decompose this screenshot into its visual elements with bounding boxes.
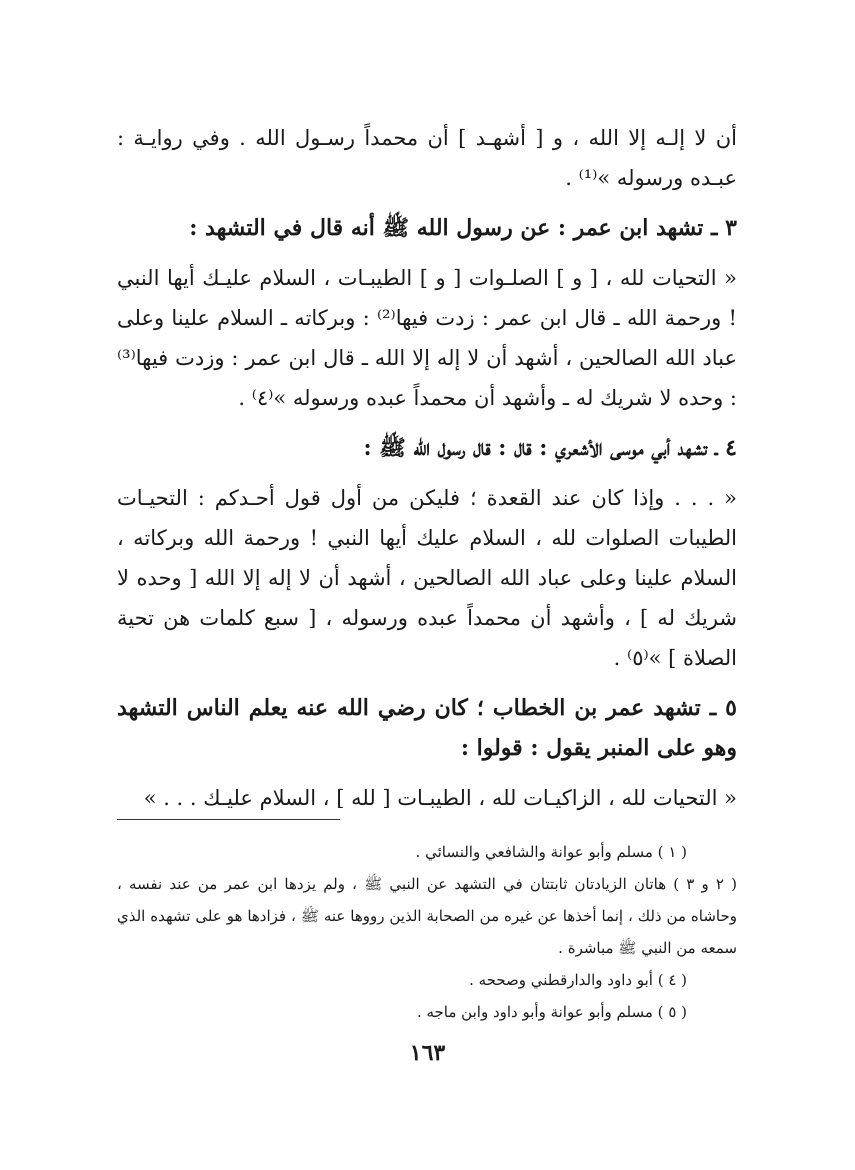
footnote-4: ( ٤ ) أبو داود والدارقطني وصححه . — [469, 971, 687, 989]
footnote-1: ( ١ ) مسلم وأبو عوانة والشافعي والنسائي . — [415, 843, 687, 861]
paragraph-umar-text: « التحيات لله ، الزاكيـات لله ، الطيبـات [ لله ] ، السلام عليـك . . . » — [143, 786, 737, 810]
heading-tashahhud-umar: ٥ ـ تشهد عمر بن الخطاب ؛ كان رضي الله عنه يعلم الناس التشهد وهو على المنبر يقول : قولوا : — [117, 695, 737, 761]
heading-tashahhud-abi-musa: ٤ ـ تشهد أبي موسى الأشعري : قال : قال رسول الله ﷺ : — [363, 435, 737, 461]
heading-tashahhud-ibn-umar: ٣ ـ تشهد ابن عمر : عن رسول الله ﷺ أنه قال في التشهد : — [189, 215, 737, 241]
footnote-divider — [117, 819, 340, 820]
paragraph-shahada-end: أن لا إلـه إلا الله ، و [ أشهـد ] أن محمداً رسـول الله . وفي روايـة : عبـده ورسوله »⁽¹⁾ . — [117, 126, 737, 190]
page-number: ١٦٣ — [409, 1040, 446, 1066]
footnotes — [117, 836, 737, 1028]
footnote-5: ( ٥ ) مسلم وأبو عوانة وأبو داود وابن ماجه . — [416, 1003, 687, 1021]
main-text — [117, 118, 737, 828]
paragraph-ibn-umar-text: « التحيات لله ، [ و ] الصلـوات [ و ] الطيبـات ، السلام عليـك أيها النبي ! ورحمة الله ـ قال ابن عمر : زدت فيها⁽²⁾ : وبركاته ـ السلام علينا وعلى عباد الله الصالحين ، أشهد أن لا إله إلا الله ـ قال ابن عمر : وزدت فيها⁽³⁾ : وحده لا شريك له ـ وأشهد أن محمداً عبده ورسوله »⁽٤⁾ . — [117, 266, 737, 410]
footnote-2-3: ( ٢ و ٣ ) هاتان الزيادتان ثابتتان في التشهد عن النبي ﷺ ، ولم يزدها ابن عمر من عند نفسه ، وحاشاه من ذلك ، إنما أخذها عن غيره من الصحابة الذين رووها عنه ﷺ ، فزادها هو على تشهده الذي سمعه من النبي ﷺ مباشرة . — [117, 875, 737, 957]
paragraph-abi-musa-text: « . . . وإذا كان عند القعدة ؛ فليكن من أول قول أحـدكم : التحيـات الطيبات الصلوات لله ، السلام عليك أيها النبي ! ورحمة الله وبركاته ، السلام علينا وعلى عباد الله الصالحين ، أشهد أن لا إله إلا الله [ وحده لا شريك له ] ، وأشهد أن محمداً عبده ورسوله ، [ سبع كلمات هن تحية الصلاة ] »⁽٥⁾ . — [117, 486, 737, 670]
